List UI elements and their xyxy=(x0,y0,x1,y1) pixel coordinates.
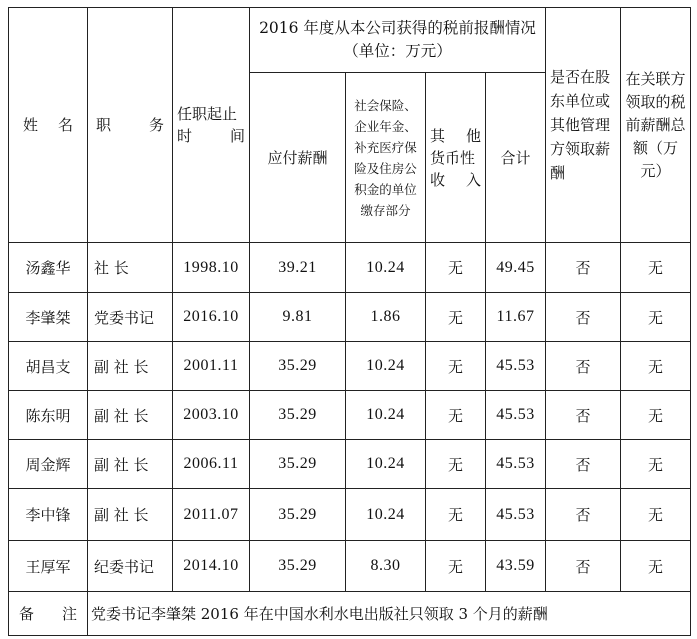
header-name-char-2: 名 xyxy=(57,116,73,134)
cell-insurance: 10.24 xyxy=(346,489,426,541)
header-related xyxy=(621,8,691,243)
cell-name: 李肇桀 xyxy=(9,293,88,342)
table-row xyxy=(9,293,691,342)
cell-tenure: 1998.10 xyxy=(173,243,250,293)
header-other-char-1: 其 xyxy=(430,126,446,145)
header-tenure xyxy=(173,8,250,243)
cell-insurance: 1.86 xyxy=(346,293,426,342)
cell-tenure: 2006.11 xyxy=(173,440,250,489)
cell-name: 周金辉 xyxy=(9,440,88,489)
table-row xyxy=(9,243,691,293)
cell-related: 无 xyxy=(621,440,691,489)
note-label-char-2: 注 xyxy=(61,605,77,623)
cell-total: 43.59 xyxy=(486,541,546,592)
cell-insurance: 8.30 xyxy=(346,541,426,592)
cell-salary: 35.29 xyxy=(250,440,346,489)
cell-name: 胡昌支 xyxy=(9,342,88,391)
header-position xyxy=(88,8,173,243)
cell-insurance: 10.24 xyxy=(346,440,426,489)
header-name xyxy=(9,8,88,243)
note-label xyxy=(9,592,88,636)
cell-other: 无 xyxy=(426,243,486,293)
cell-salary: 35.29 xyxy=(250,391,346,440)
table-row xyxy=(9,342,691,391)
cell-other: 无 xyxy=(426,541,486,592)
header-total-text: 合计 xyxy=(500,148,531,167)
header-position-char-2: 务 xyxy=(148,116,164,134)
header-other-char-2: 他 xyxy=(465,126,481,145)
header-group-title-text: 2016 年度从本公司获得的税前报酬情况（单位：万元） xyxy=(259,19,536,60)
header-row-top xyxy=(9,8,691,73)
cell-insurance: 10.24 xyxy=(346,391,426,440)
cell-position: 副 社 长 xyxy=(88,440,173,489)
cell-related: 无 xyxy=(621,489,691,541)
cell-position: 纪委书记 xyxy=(88,541,173,592)
cell-position: 副 社 长 xyxy=(88,489,173,541)
cell-shareholder: 否 xyxy=(546,243,621,293)
cell-shareholder: 否 xyxy=(546,342,621,391)
cell-related: 无 xyxy=(621,243,691,293)
cell-position: 党委书记 xyxy=(88,293,173,342)
cell-tenure: 2014.10 xyxy=(173,541,250,592)
header-other-line-2: 货币性 xyxy=(430,148,476,167)
cell-name: 汤鑫华 xyxy=(9,243,88,293)
cell-salary: 39.21 xyxy=(250,243,346,293)
cell-salary: 35.29 xyxy=(250,489,346,541)
header-other-char-3: 收 xyxy=(430,170,446,189)
header-tenure-char-1: 时 xyxy=(177,127,193,145)
header-group-title xyxy=(250,8,546,73)
cell-position: 社 长 xyxy=(88,243,173,293)
header-insurance xyxy=(346,73,426,243)
cell-shareholder: 否 xyxy=(546,391,621,440)
cell-tenure: 2001.11 xyxy=(173,342,250,391)
cell-shareholder: 否 xyxy=(546,440,621,489)
cell-total: 45.53 xyxy=(486,391,546,440)
cell-tenure: 2016.10 xyxy=(173,293,250,342)
header-salary xyxy=(250,73,346,243)
cell-tenure: 2003.10 xyxy=(173,391,250,440)
cell-total: 45.53 xyxy=(486,489,546,541)
header-insurance-text: 社会保险、企业年金、补充医疗保险及住房公积金的单位缴存部分 xyxy=(354,97,417,218)
cell-salary: 35.29 xyxy=(250,541,346,592)
compensation-table-document xyxy=(8,7,690,634)
header-other xyxy=(426,73,486,243)
cell-shareholder: 否 xyxy=(546,489,621,541)
header-salary-text: 应付薪酬 xyxy=(267,148,328,167)
cell-total: 11.67 xyxy=(486,293,546,342)
header-other-char-4: 入 xyxy=(465,170,481,189)
cell-position: 副 社 长 xyxy=(88,342,173,391)
cell-name: 王厚军 xyxy=(9,541,88,592)
cell-related: 无 xyxy=(621,342,691,391)
table-row xyxy=(9,440,691,489)
compensation-table xyxy=(8,7,691,636)
cell-other: 无 xyxy=(426,489,486,541)
table-row xyxy=(9,489,691,541)
cell-other: 无 xyxy=(426,342,486,391)
cell-name: 李中锋 xyxy=(9,489,88,541)
table-row xyxy=(9,541,691,592)
cell-related: 无 xyxy=(621,541,691,592)
header-position-char-1: 职 xyxy=(96,116,112,134)
cell-other: 无 xyxy=(426,391,486,440)
header-shareholder xyxy=(546,8,621,243)
cell-related: 无 xyxy=(621,391,691,440)
cell-related: 无 xyxy=(621,293,691,342)
cell-salary: 9.81 xyxy=(250,293,346,342)
header-tenure-char-2: 间 xyxy=(229,127,245,145)
cell-shareholder: 否 xyxy=(546,293,621,342)
header-total xyxy=(486,73,546,243)
cell-total: 45.53 xyxy=(486,440,546,489)
cell-tenure: 2011.07 xyxy=(173,489,250,541)
note-label-char-1: 备 xyxy=(19,605,35,623)
note-row xyxy=(9,592,691,636)
cell-other: 无 xyxy=(426,440,486,489)
cell-other: 无 xyxy=(426,293,486,342)
header-tenure-line-1: 任职起止 xyxy=(177,105,238,123)
cell-position: 副 社 长 xyxy=(88,391,173,440)
note-text: 党委书记李肇桀 2016 年在中国水利水电出版社只领取 3 个月的薪酬 xyxy=(88,592,691,636)
cell-name: 陈东明 xyxy=(9,391,88,440)
cell-total: 49.45 xyxy=(486,243,546,293)
header-shareholder-text: 是否在股东单位或其他管理方领取薪酬 xyxy=(550,68,611,182)
table-row xyxy=(9,391,691,440)
cell-salary: 35.29 xyxy=(250,342,346,391)
cell-insurance: 10.24 xyxy=(346,243,426,293)
cell-total: 45.53 xyxy=(486,342,546,391)
cell-insurance: 10.24 xyxy=(346,342,426,391)
header-related-text: 在关联方领取的税前薪酬总额（万元） xyxy=(625,69,686,180)
cell-shareholder: 否 xyxy=(546,541,621,592)
header-name-char-1: 姓 xyxy=(23,116,39,134)
